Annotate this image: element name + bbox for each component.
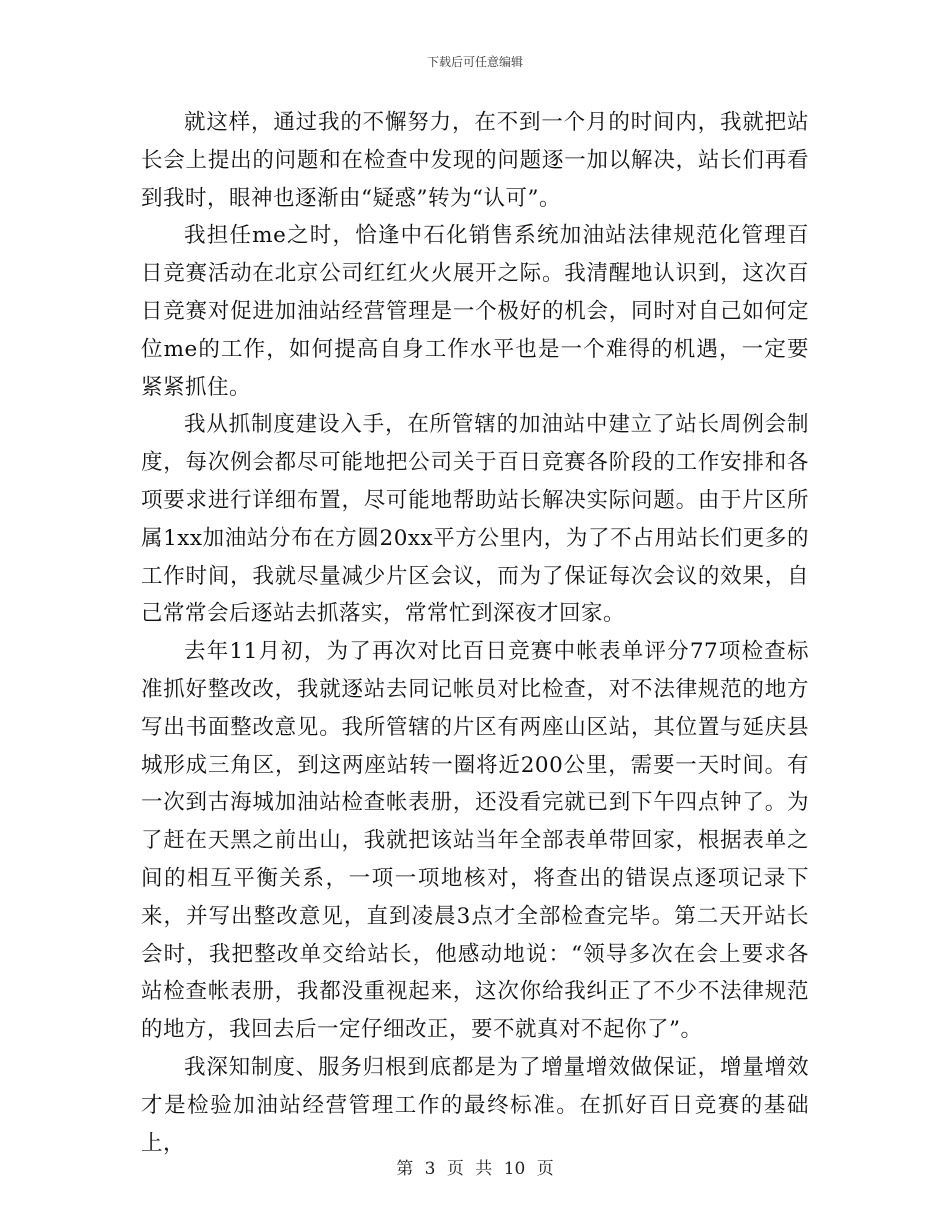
paragraph: 我深知制度、服务归根到底都是为了增量增效做保证，增量增效才是检验加油站经营管理工作的最终标准。在抓好百日竞赛的基础上， bbox=[141, 1054, 809, 1156]
paragraph: 就这样，通过我的不懈努力，在不到一个月的时间内，我就把站长会上提出的问题和在检查中发现的问题逐一加以解决，站长们再看到我时，眼神也逐渐由“疑惑”转为“认可”。 bbox=[141, 110, 809, 211]
document-body bbox=[141, 104, 809, 1162]
page-footer: 第 3 页 共 10 页 bbox=[396, 1159, 554, 1179]
paragraph: 我担任me之时，恰逢中石化销售系统加油站法律规范化管理百日竞赛活动在北京公司红红火火展开之际。我清醒地认识到，这次百日竞赛对促进加油站经营管理是一个极好的机会，同时对自己如何定位me的工作，如何提高自身工作水平也是一个难得的机遇，一定要紧紧抓住。 bbox=[141, 223, 809, 400]
paragraph: 我从抓制度建设入手，在所管辖的加油站中建立了站长周例会制度，每次例会都尽可能地把公司关于百日竞赛各阶段的工作安排和各项要求进行详细布置，尽可能地帮助站长解决实际问题。由于片区所属1xx加油站分布在方圆20xx平方公里内，为了不占用站长们更多的工作时间，我就尽量减少片区会议，而为了保证每次会议的效果，自己常常会后逐站去抓落实，常常忙到深夜才回家。 bbox=[141, 412, 809, 627]
paragraph: 去年11月初，为了再次对比百日竞赛中帐表单评分77项检查标准抓好整改改，我就逐站去同记帐员对比检查，对不法律规范的地方写出书面整改意见。我所管辖的片区有两座山区站，其位置与延庆县城形成三角区，到这两座站转一圈将近200公里，需要一天时间。有一次到古海城加油站检查帐表册，还没看完就已到下午四点钟了。为了赶在天黑之前出山，我就把该站当年全部表单带回家，根据表单之间的相互平衡关系，一项一项地核对，将查出的错误点逐项记录下来，并写出整改意见，直到凌晨3点才全部检查完毕。第二天开站长会时，我把整改单交给站长，他感动地说：“领导多次在会上要求各站检查帐表册，我都没重视起来，这次你给我纠正了不少不法律规范的地方，我回去后一定仔细改正，要不就真对不起你了”。 bbox=[141, 639, 809, 1043]
page-header: 下载后可任意编辑 bbox=[426, 55, 523, 69]
